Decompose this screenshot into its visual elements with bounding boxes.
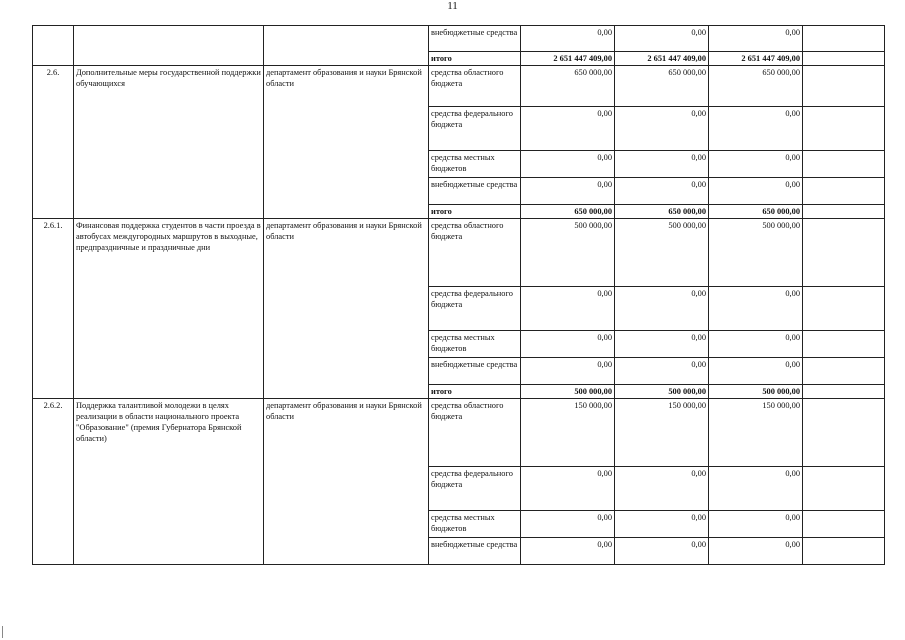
empty-cell (803, 178, 885, 205)
funding-source: внебюджетные средства (429, 538, 521, 565)
amount-cell: 500 000,00 (521, 219, 615, 287)
item-name: Дополнительные меры государственной поддержки обучающихся (74, 66, 264, 219)
amount-cell: 0,00 (615, 511, 709, 538)
page-number: 11 (447, 0, 458, 12)
empty-cell (803, 52, 885, 66)
amount-cell: 650 000,00 (615, 205, 709, 219)
amount-cell: 0,00 (521, 538, 615, 565)
amount-cell: 2 651 447 409,00 (521, 52, 615, 66)
item-executor: департамент образования и науки Брянской области (264, 219, 429, 399)
amount-cell: 2 651 447 409,00 (709, 52, 803, 66)
amount-cell: 500 000,00 (521, 385, 615, 399)
funding-source: средства федерального бюджета (429, 467, 521, 511)
amount-cell: 0,00 (709, 331, 803, 358)
funding-source: итого (429, 385, 521, 399)
amount-cell: 0,00 (615, 26, 709, 52)
empty-cell (803, 538, 885, 565)
amount-cell: 0,00 (521, 511, 615, 538)
budget-table (32, 25, 885, 565)
amount-cell: 0,00 (521, 151, 615, 178)
code-cell (33, 26, 74, 66)
amount-cell: 2 651 447 409,00 (615, 52, 709, 66)
empty-cell (803, 399, 885, 467)
amount-cell: 0,00 (521, 467, 615, 511)
amount-cell: 500 000,00 (709, 385, 803, 399)
funding-source: итого (429, 205, 521, 219)
amount-cell: 0,00 (709, 287, 803, 331)
amount-cell: 0,00 (709, 511, 803, 538)
amount-cell: 0,00 (615, 107, 709, 151)
funding-source: средства федерального бюджета (429, 107, 521, 151)
amount-cell: 0,00 (709, 358, 803, 385)
amount-cell: 0,00 (615, 538, 709, 565)
amount-cell: 150 000,00 (709, 399, 803, 467)
amount-cell: 0,00 (709, 467, 803, 511)
amount-cell: 0,00 (521, 287, 615, 331)
funding-source: средства областного бюджета (429, 399, 521, 467)
executor-cell (264, 26, 429, 66)
item-code: 2.6. (33, 66, 74, 219)
amount-cell: 0,00 (521, 331, 615, 358)
empty-cell (803, 107, 885, 151)
funding-source: внебюджетные средства (429, 358, 521, 385)
amount-cell: 0,00 (521, 107, 615, 151)
empty-cell (803, 205, 885, 219)
empty-cell (803, 467, 885, 511)
empty-cell (803, 511, 885, 538)
table-row (33, 26, 885, 52)
amount-cell: 500 000,00 (615, 385, 709, 399)
amount-cell: 0,00 (615, 358, 709, 385)
amount-cell: 0,00 (709, 107, 803, 151)
empty-cell (803, 331, 885, 358)
name-cell (74, 26, 264, 66)
empty-cell (803, 219, 885, 287)
amount-cell: 500 000,00 (615, 219, 709, 287)
amount-cell: 150 000,00 (521, 399, 615, 467)
empty-cell (803, 151, 885, 178)
funding-source: средства местных бюджетов (429, 331, 521, 358)
table-row (33, 66, 885, 107)
funding-source: средства областного бюджета (429, 66, 521, 107)
item-name: Финансовая поддержка студентов в части проезда в автобусах междугородных маршрутов в выходные, предпраздничные и праздничные дни (74, 219, 264, 399)
amount-cell: 0,00 (615, 151, 709, 178)
funding-source: итого (429, 52, 521, 66)
amount-cell: 0,00 (709, 151, 803, 178)
amount-cell: 0,00 (521, 178, 615, 205)
funding-source: средства областного бюджета (429, 219, 521, 287)
table-row (33, 219, 885, 287)
item-code: 2.6.1. (33, 219, 74, 399)
item-executor: департамент образования и науки Брянской области (264, 399, 429, 565)
empty-cell (803, 26, 885, 52)
empty-cell (803, 385, 885, 399)
scan-edge-mark (2, 626, 3, 638)
amount-cell: 650 000,00 (709, 205, 803, 219)
amount-cell: 0,00 (615, 331, 709, 358)
amount-cell: 0,00 (709, 178, 803, 205)
amount-cell: 0,00 (709, 26, 803, 52)
item-executor: департамент образования и науки Брянской области (264, 66, 429, 219)
table-row (33, 399, 885, 467)
funding-source: внебюджетные средства (429, 178, 521, 205)
empty-cell (803, 287, 885, 331)
amount-cell: 650 000,00 (709, 66, 803, 107)
amount-cell: 0,00 (615, 178, 709, 205)
funding-source: средства местных бюджетов (429, 511, 521, 538)
empty-cell (803, 66, 885, 107)
empty-cell (803, 358, 885, 385)
funding-source: средства федерального бюджета (429, 287, 521, 331)
funding-source: средства местных бюджетов (429, 151, 521, 178)
amount-cell: 0,00 (709, 538, 803, 565)
item-name: Поддержка талантливой молодежи в целях реализации в области национального проекта "Образование" (премия Губернатора Брянской области) (74, 399, 264, 565)
item-code: 2.6.2. (33, 399, 74, 565)
amount-cell: 0,00 (615, 287, 709, 331)
amount-cell: 650 000,00 (521, 66, 615, 107)
amount-cell: 0,00 (521, 358, 615, 385)
funding-source: внебюджетные средства (429, 26, 521, 52)
amount-cell: 500 000,00 (709, 219, 803, 287)
amount-cell: 0,00 (615, 467, 709, 511)
amount-cell: 650 000,00 (615, 66, 709, 107)
amount-cell: 150 000,00 (615, 399, 709, 467)
amount-cell: 650 000,00 (521, 205, 615, 219)
amount-cell: 0,00 (521, 26, 615, 52)
